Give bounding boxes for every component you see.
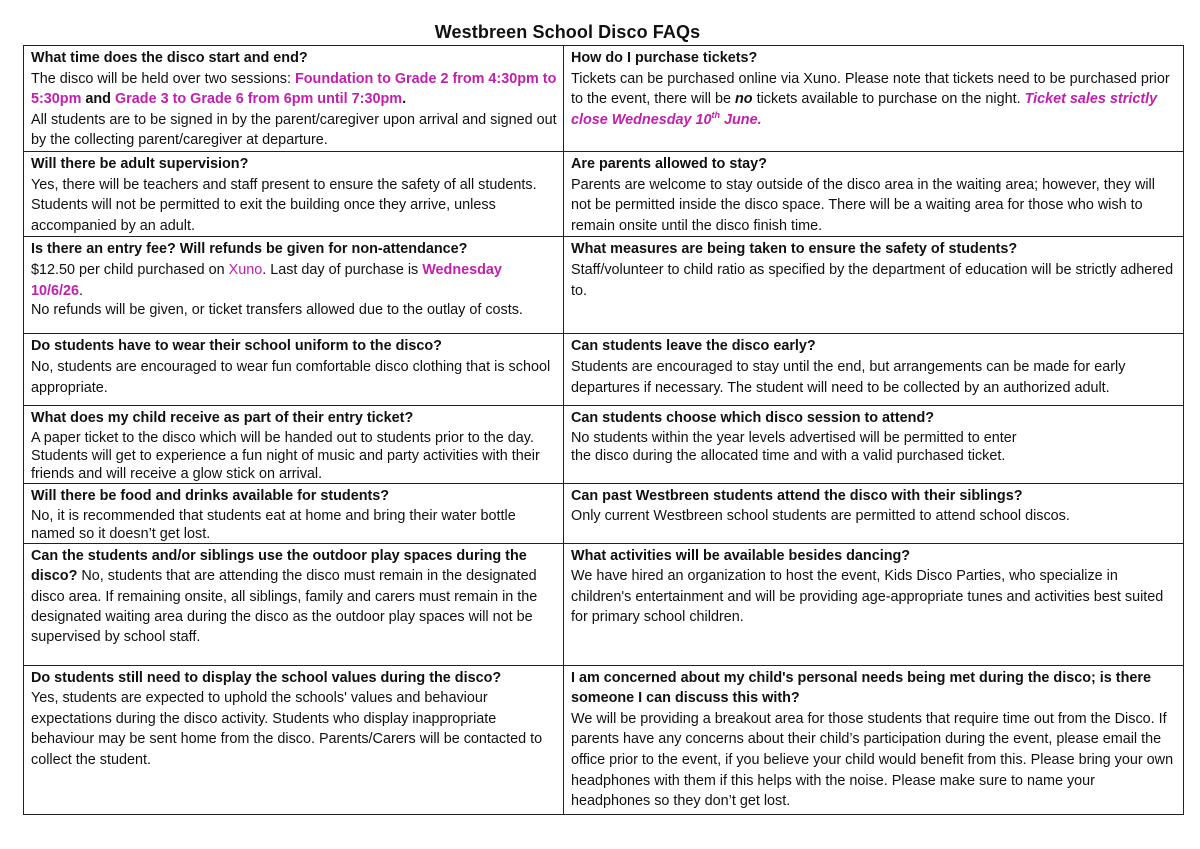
faq-answer: No refunds will be given, or ticket transfers allowed due to the outlay of costs.	[31, 302, 523, 319]
faq-question: How do I purchase tickets?	[571, 50, 758, 66]
faq-answer: The disco will be held over two sessions: Foundation to Grade 2 from 4:30pm to 5:30pm and Grade 3 to Grade 6 from 6pm until 7:30pm.	[31, 70, 557, 108]
highlight-session-1: Foundation to Grade 2 from 4:30pm to 5:30pm	[31, 70, 557, 108]
faq-cell-activities	[564, 543, 1184, 665]
faq-question: Can students leave the disco early?	[571, 338, 816, 355]
faq-row	[24, 406, 1184, 484]
faq-answer: the disco during the allocated time and with a valid purchased ticket.	[571, 447, 1006, 464]
faq-cell-safety-measures	[564, 237, 1184, 334]
faq-row	[24, 483, 1184, 543]
faq-question: I am concerned about my child's personal needs being met during the disco; is there someone I can discuss this with?	[571, 669, 1151, 707]
faq-cell-outdoor-play	[24, 543, 564, 665]
faq-question: Will there be food and drinks available for students?	[31, 487, 390, 504]
faq-answer: Students are encouraged to stay until the end, but arrangements can be made for early departures if necessary. The student will need to be collected by an authorized adult.	[571, 358, 1126, 396]
faq-answer: Parents are welcome to stay outside of the disco area in the waiting area; however, they will not be permitted inside the disco space. There will be a waiting area for those who wish to remain onsite until the disco finish time.	[571, 176, 1155, 234]
faq-table	[23, 45, 1184, 815]
highlight-session-2: Grade 3 to Grade 6 from 6pm until 7:30pm	[114, 91, 403, 108]
faq-answer: No, students are encouraged to wear fun comfortable disco clothing that is school appropriate.	[31, 358, 551, 396]
faq-answer: We will be providing a breakout area for those students that require time out from the Disco. If parents have any concerns about their child’s participation during the event, please email the office prior to the event, if you believe your child would benefit from this. Please bring your own headphones with them if this helps with the noise. Please make sure to name your headphones so they don’t get lost.	[571, 710, 1174, 810]
faq-question: What measures are being taken to ensure the safety of students?	[571, 241, 1018, 258]
faq-answer: A paper ticket to the disco which will be handed out to students prior to the day. Students will get to experience a fun night of music and party activities with their friends and will receive a glow stick on arrival.	[31, 429, 540, 482]
faq-answer: We have hired an organization to host the event, Kids Disco Parties, who specialize in children's entertainment and will be providing age-appropriate tunes and activities best suited for primary school children.	[571, 568, 1164, 626]
faq-cell-adult-supervision	[24, 151, 564, 236]
faq-question: What does my child receive as part of their entry ticket?	[31, 410, 414, 427]
faq-question: Do students still need to display the school values during the disco?	[31, 669, 502, 686]
faq-question: What activities will be available besides dancing?	[571, 547, 911, 564]
faq-cell-entry-fee	[24, 237, 564, 334]
faq-answer: Only current Westbreen school students are permitted to attend school discos.	[571, 507, 1070, 524]
faq-cell-food-drinks	[24, 483, 564, 543]
faq-answer: All students are to be signed in by the parent/caregiver upon arrival and signed out by the collecting parent/caregiver at departure.	[31, 111, 557, 149]
faq-question: Are parents allowed to stay?	[571, 155, 767, 172]
highlight-xuno: Xuno	[228, 261, 263, 278]
faq-question: Can past Westbreen students attend the disco with their siblings?	[571, 487, 1023, 504]
faq-cell-choose-session	[564, 406, 1184, 484]
faq-question: Can the students and/or siblings use the outdoor play spaces during the disco?	[31, 547, 527, 585]
faq-question: Can students choose which disco session to attend?	[571, 410, 935, 427]
faq-answer: Tickets can be purchased online via Xuno. Please note that tickets need to be purchased prior to the event, there will be no tickets available to purchase on the night. Ticket sales strictly close Wednesday 10th June.	[571, 70, 1170, 128]
faq-row	[24, 334, 1184, 406]
faq-answer: Yes, students are expected to uphold the schools' values and behaviour expectations during the disco activity. Students who display inappropriate behaviour may be sent home from the disco. Parents/Carers will be contacted to collect the student.	[31, 690, 543, 768]
faq-cell-school-uniform	[24, 334, 564, 406]
faq-cell-school-values	[24, 665, 564, 814]
faq-question: Will there be adult supervision?	[31, 155, 249, 172]
faq-question: Is there an entry fee? Will refunds be given for non-attendance?	[31, 241, 468, 258]
faq-answer: supervised by school staff.	[31, 628, 201, 645]
page-title: Westbreen School Disco FAQs	[434, 22, 701, 42]
faq-row	[24, 151, 1184, 236]
faq-row	[24, 46, 1184, 152]
faq-cell-disco-times	[24, 46, 564, 152]
faq-row	[24, 543, 1184, 665]
faq-cell-purchase-tickets	[564, 46, 1184, 152]
emphasis-no: no	[735, 91, 753, 108]
faq-cell-leave-early	[564, 334, 1184, 406]
faq-question: Do students have to wear their school uniform to the disco?	[31, 338, 442, 355]
faq-cell-personal-needs	[564, 665, 1184, 814]
faq-cell-parents-stay	[564, 151, 1184, 236]
faq-answer: $12.50 per child purchased on Xuno. Last day of purchase is Wednesday 10/6/26.	[31, 261, 502, 299]
highlight-ticket-close: Ticket sales strictly close Wednesday 10th June.	[571, 91, 1158, 128]
faq-cell-entry-ticket	[24, 406, 564, 484]
faq-answer: No, it is recommended that students eat at home and bring their water bottle named so it doesn’t get lost.	[31, 507, 516, 542]
faq-row	[24, 665, 1184, 814]
faq-cell-past-students	[564, 483, 1184, 543]
faq-row	[24, 237, 1184, 334]
faq-question: What time does the disco start and end?	[31, 50, 308, 66]
highlight-last-day: Wednesday 10/6/26	[31, 261, 502, 299]
faq-answer: Can the students and/or siblings use the outdoor play spaces during the disco? No, students that are attending the disco must remain in the designated disco area. If remaining onsite, all siblings, family and carers must remain in the designated waiting area during the disco as the outdoor play spaces will not be	[31, 547, 538, 626]
faq-answer: No students within the year levels advertised will be permitted to enter	[571, 429, 1017, 446]
faq-answer: Yes, there will be teachers and staff present to ensure the safety of all students. Students will not be permitted to exit the building once they arrive, unless accompanied by an adult.	[31, 176, 537, 234]
faq-answer: Staff/volunteer to child ratio as specified by the department of education will be strictly adhered to.	[571, 261, 1174, 299]
